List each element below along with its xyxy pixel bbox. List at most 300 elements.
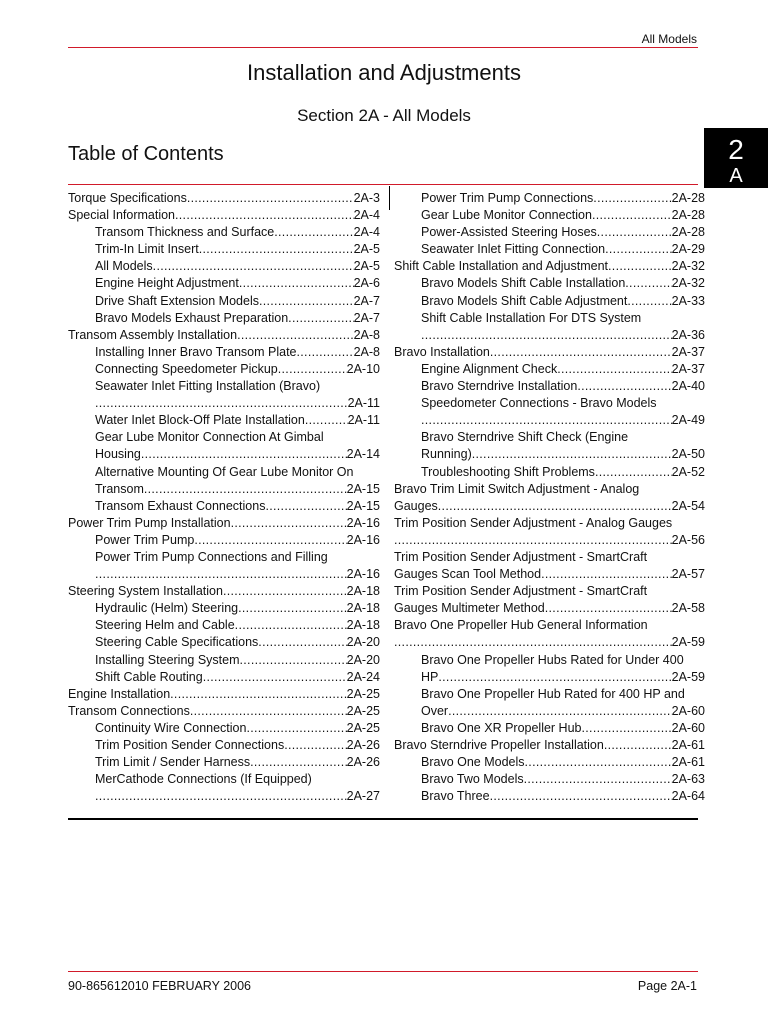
toc-entry[interactable]: [68, 754, 380, 771]
toc-top-rule: [68, 184, 698, 185]
dot-leader: [605, 241, 672, 258]
toc-entry-line: [394, 275, 705, 292]
toc-entry[interactable]: [68, 652, 380, 669]
toc-entry[interactable]: [68, 241, 380, 258]
toc-entry-line-wrap: [394, 481, 705, 498]
toc-entry-page: 2A-36: [671, 327, 705, 342]
toc-entry[interactable]: [394, 258, 705, 275]
toc-entry-line: [394, 703, 705, 720]
toc-entry-title: Trim Position Sender Adjustment - Analog Gauges: [394, 515, 673, 530]
toc-entry[interactable]: [394, 464, 705, 481]
toc-entry-line: [394, 224, 705, 241]
toc-entry-line: [68, 310, 380, 327]
section-tab: [704, 128, 768, 188]
toc-entry[interactable]: [394, 720, 705, 737]
toc-entry[interactable]: [68, 190, 380, 207]
toc-entry-title: Bravo One XR Propeller Hub: [421, 720, 582, 735]
toc-entry-line: [68, 686, 380, 703]
toc-entry-line: [68, 652, 380, 669]
dot-leader: [240, 652, 347, 669]
toc-left-column: [68, 190, 380, 805]
toc-entry[interactable]: [394, 224, 705, 241]
toc-entry-line: [394, 600, 705, 617]
dot-leader: [95, 395, 348, 412]
toc-entry-title: Bravo One Propeller Hubs Rated for Under 400: [421, 652, 684, 667]
dot-leader: [582, 720, 672, 737]
toc-entry[interactable]: [68, 703, 380, 720]
section-subtitle: Section 2A - All Models: [297, 106, 471, 125]
toc-entry-line-wrap: [68, 464, 380, 481]
toc-entry-line: [68, 344, 380, 361]
toc-entry-page: 2A-29: [671, 242, 705, 257]
toc-entry[interactable]: [394, 515, 705, 549]
toc-entry-title: Over: [421, 703, 449, 718]
toc-entry-title: HP: [421, 669, 439, 684]
toc-entry[interactable]: [68, 275, 380, 292]
toc-entry-title: Engine Installation: [68, 686, 171, 701]
section-tab-letter: A: [729, 165, 743, 187]
toc-entry-line: [394, 327, 705, 344]
toc-entry-page: 2A-37: [671, 344, 705, 359]
dot-leader: [438, 498, 672, 515]
toc-entry[interactable]: [394, 617, 705, 651]
dot-leader: [627, 293, 671, 310]
toc-entry[interactable]: [68, 549, 380, 583]
dot-leader: [608, 258, 672, 275]
dot-leader: [265, 498, 346, 515]
toc-entry-title: Power Trim Pump Connections: [421, 191, 594, 205]
toc-entry-page: 2A-28: [671, 225, 705, 240]
toc-entry-title: Power Trim Pump: [95, 532, 195, 547]
toc-entry-page: 2A-61: [671, 738, 705, 752]
dot-leader: [595, 464, 672, 481]
toc-entry-page: 2A-16: [346, 567, 380, 582]
toc-entry-page: 2A-26: [346, 738, 380, 752]
dot-leader: [141, 446, 347, 463]
toc-entry-title: Transom Connections: [68, 703, 190, 718]
toc-entry-title: Bravo Installation: [394, 344, 490, 359]
toc-entry-title: Gauges Scan Tool Method: [394, 567, 542, 582]
dot-leader: [438, 669, 671, 686]
toc-entry-line: [68, 361, 380, 378]
toc-entry-line-wrap: [394, 617, 705, 634]
dot-leader: [238, 600, 347, 617]
dot-leader: [231, 515, 347, 532]
dot-leader: [490, 344, 672, 361]
dot-leader: [421, 327, 672, 344]
toc-entry-line: [68, 720, 380, 737]
toc-bottom-rule: [68, 818, 698, 820]
dot-leader: [239, 275, 354, 292]
toc-entry[interactable]: [68, 412, 380, 429]
toc-entry-line: [394, 464, 705, 481]
toc-entry[interactable]: [68, 515, 380, 532]
toc-entry-page: 2A-25: [346, 686, 380, 701]
toc-entry-title: Trim Position Sender Connections: [95, 738, 285, 752]
dot-leader: [625, 275, 671, 292]
toc-entry-page: 2A-20: [346, 635, 380, 650]
toc-entry-line: [68, 412, 380, 429]
toc-entry-page: 2A-7: [353, 293, 380, 308]
dot-leader: [490, 788, 672, 805]
toc-entry-page: 2A-64: [671, 789, 705, 804]
toc-entry-page: 2A-63: [671, 772, 705, 787]
toc-entry-title: Engine Alignment Check: [421, 361, 558, 376]
document-id: 90-865612010 FEBRUARY 2006: [68, 979, 252, 993]
toc-entry[interactable]: [68, 617, 380, 634]
dot-leader: [95, 566, 347, 583]
dot-leader: [557, 361, 671, 378]
toc-entry-page: 2A-50: [671, 447, 705, 462]
toc-entry-line: [394, 754, 705, 771]
toc-entry-line-wrap: [394, 686, 705, 703]
dot-leader: [258, 634, 346, 651]
toc-entry[interactable]: [394, 583, 705, 617]
toc-entry[interactable]: [394, 429, 705, 463]
toc-entry[interactable]: [394, 293, 705, 310]
toc-entry-line-wrap: [394, 395, 705, 412]
toc-entry-line: [394, 293, 705, 310]
toc-entry[interactable]: [68, 634, 380, 651]
toc-entry-line: [68, 241, 380, 258]
toc-entry-line: [68, 754, 380, 771]
toc-entry-line: [394, 378, 705, 395]
toc-entry[interactable]: [394, 241, 705, 258]
toc-entry[interactable]: [68, 464, 380, 498]
toc-entry-title: Bravo Models Shift Cable Installation: [421, 276, 626, 291]
toc-entry-title: Trim Position Sender Adjustment - SmartCraft: [394, 549, 648, 564]
toc-entry-title: Seawater Inlet Fitting Connection: [421, 242, 606, 257]
toc-entry-line: [394, 737, 705, 754]
toc-entry-title: Trim Limit / Sender Harness: [95, 755, 251, 770]
toc-entry-title: Drive Shaft Extension Models: [95, 293, 259, 308]
toc-right-column: [394, 190, 705, 805]
toc-entry-title: Shift Cable Installation For DTS System: [421, 310, 642, 325]
toc-entry-line: [394, 566, 705, 583]
toc-entry-title: Gauges Multimeter Method: [394, 601, 545, 616]
dot-leader: [394, 532, 672, 549]
dot-leader: [274, 224, 353, 241]
toc-entry-title: Bravo One Models: [421, 755, 525, 770]
toc-entry-line: [394, 446, 705, 463]
toc-entry[interactable]: [68, 498, 380, 515]
toc-entry-title: Bravo Trim Limit Switch Adjustment - Analog: [394, 481, 640, 496]
toc-entry[interactable]: [394, 310, 705, 344]
toc-entry-page: 2A-28: [671, 191, 705, 205]
toc-entry-title: Installing Inner Bravo Transom Plate: [95, 344, 297, 359]
toc-entry-line: [68, 737, 380, 754]
toc-entry-page: 2A-11: [347, 413, 380, 428]
toc-entry[interactable]: [68, 600, 380, 617]
toc-entry[interactable]: [394, 344, 705, 361]
toc-entry-page: 2A-59: [671, 669, 705, 684]
toc-entry-line-wrap: [68, 378, 380, 395]
toc-entry[interactable]: [394, 190, 705, 207]
toc-entry[interactable]: [394, 549, 705, 583]
toc-entry-page: 2A-4: [353, 208, 380, 223]
toc-entry-page: 2A-24: [346, 669, 380, 684]
dot-leader: [203, 669, 347, 686]
toc-entry-line: [68, 190, 380, 207]
toc-entry[interactable]: [68, 327, 380, 344]
toc-entry-title: Shift Cable Routing: [95, 669, 203, 684]
toc-entry[interactable]: [68, 532, 380, 549]
dot-leader: [604, 737, 672, 754]
toc-entry-page: 2A-25: [346, 703, 380, 718]
toc-entry-line: [68, 207, 380, 224]
toc-entry-title: Seawater Inlet Fitting Installation (Bravo): [95, 379, 321, 394]
toc-entry-line: [394, 207, 705, 224]
toc-entry-page: 2A-10: [346, 361, 380, 376]
dot-leader: [95, 788, 347, 805]
toc-entry-title: Gear Lube Monitor Connection At Gimbal: [95, 430, 324, 445]
dot-leader: [545, 600, 672, 617]
toc-entry[interactable]: [68, 310, 380, 327]
toc-entry[interactable]: [68, 771, 380, 805]
toc-entry-title: Power-Assisted Steering Hoses: [421, 225, 597, 240]
toc-entry-title: Speedometer Connections - Bravo Models: [421, 396, 657, 411]
toc-entry-title: Steering System Installation: [68, 584, 223, 599]
toc-entry-line-wrap: [394, 429, 705, 446]
dot-leader: [305, 412, 348, 429]
toc-entry-line: [394, 241, 705, 258]
dot-leader: [597, 224, 672, 241]
toc-entry-line: [394, 532, 705, 549]
toc-entry-title: Bravo Sterndrive Installation: [421, 379, 578, 394]
toc-entry-title: Continuity Wire Connection: [95, 720, 247, 735]
toc-entry-line: [68, 224, 380, 241]
toc-entry-title: MerCathode Connections (If Equipped): [95, 772, 312, 787]
toc-entry-page: 2A-27: [346, 789, 380, 804]
toc-entry-page: 2A-37: [671, 361, 705, 376]
footer-rule: [68, 971, 698, 972]
dot-leader: [246, 720, 346, 737]
toc-entry[interactable]: [68, 378, 380, 412]
toc-entry-line: [68, 600, 380, 617]
toc-entry-page: 2A-32: [671, 259, 705, 274]
dot-leader: [170, 686, 346, 703]
toc-entry-page: 2A-52: [671, 464, 705, 479]
toc-entry-line: [394, 771, 705, 788]
toc-entry-line: [68, 566, 380, 583]
toc-entry-page: 2A-40: [671, 379, 705, 394]
toc-entry-line-wrap: [68, 549, 380, 566]
toc-entry-title: Torque Specifications: [68, 191, 187, 205]
toc-entry-line: [68, 617, 380, 634]
toc-entry-page: 2A-8: [353, 344, 380, 359]
toc-entry-page: 2A-49: [671, 413, 705, 428]
dot-leader: [175, 207, 354, 224]
toc-entry[interactable]: [394, 481, 705, 515]
toc-entry-line: [68, 275, 380, 292]
toc-entry-title: Transom Thickness and Surface: [95, 225, 275, 240]
toc-entry-title: All Models: [95, 259, 153, 274]
toc-entry-line-wrap: [394, 310, 705, 327]
toc-entry-title: Shift Cable Installation and Adjustment: [394, 259, 609, 274]
toc-entry[interactable]: [68, 737, 380, 754]
toc-entry-page: 2A-56: [671, 532, 705, 547]
toc-entry-page: 2A-8: [353, 327, 380, 342]
toc-entry-page: 2A-16: [346, 532, 380, 547]
toc-entry-title: Bravo Sterndrive Propeller Installation: [394, 738, 604, 752]
toc-entry[interactable]: [394, 771, 705, 788]
toc-entry-page: 2A-25: [346, 720, 380, 735]
toc-entry-line: [394, 498, 705, 515]
toc-entry-title: Transom: [95, 481, 144, 496]
toc-entry-page: 2A-6: [353, 276, 380, 291]
dot-leader: [153, 258, 354, 275]
toc-entry-line: [68, 515, 380, 532]
toc-entry-page: 2A-59: [671, 635, 705, 650]
toc-entry-title: Gear Lube Monitor Connection: [421, 208, 592, 223]
toc-entry-title: Engine Height Adjustment: [95, 276, 239, 291]
toc-entry[interactable]: [394, 378, 705, 395]
toc-entry-title: Bravo Models Shift Cable Adjustment: [421, 293, 628, 308]
toc-entry-line: [68, 395, 380, 412]
toc-entry-page: 2A-16: [346, 515, 380, 530]
toc-entry-page: 2A-3: [353, 191, 380, 205]
toc-entry[interactable]: [394, 207, 705, 224]
toc-entry-line: [68, 634, 380, 651]
dot-leader: [394, 634, 672, 651]
toc-entry-title: Steering Cable Specifications: [95, 635, 259, 650]
dot-leader: [524, 771, 672, 788]
toc-entry[interactable]: [68, 583, 380, 600]
toc-entry[interactable]: [68, 344, 380, 361]
toc-entry[interactable]: [68, 429, 380, 463]
toc-entry-line: [68, 669, 380, 686]
toc-entry-line: [394, 258, 705, 275]
dot-leader: [593, 190, 671, 207]
toc-entry-page: 2A-20: [346, 652, 380, 667]
toc-entry[interactable]: [68, 293, 380, 310]
page-number: Page 2A-1: [637, 979, 697, 993]
toc-entry-title: Running): [421, 447, 472, 462]
dot-leader: [250, 754, 347, 771]
toc-entry[interactable]: [394, 686, 705, 720]
toc-entry-title: Water Inlet Block-Off Plate Installation: [95, 413, 305, 428]
toc-entry[interactable]: [68, 207, 380, 224]
toc-entry[interactable]: [68, 258, 380, 275]
dot-leader: [278, 361, 347, 378]
toc-entry-line-wrap: [394, 515, 705, 532]
toc-entry[interactable]: [68, 361, 380, 378]
dot-leader: [448, 703, 672, 720]
toc-entry-page: 2A-57: [671, 567, 705, 582]
toc-entry-line: [68, 532, 380, 549]
toc-entry-title: Trim-In Limit Insert: [95, 242, 199, 257]
toc-entry-page: 2A-15: [346, 498, 380, 513]
toc-entry-title: Bravo Two Models: [421, 772, 524, 787]
dot-leader: [297, 344, 354, 361]
dot-leader: [541, 566, 672, 583]
toc-entry-line: [394, 190, 705, 207]
toc-entry-page: 2A-54: [671, 498, 705, 513]
toc-entry-page: 2A-11: [347, 396, 380, 411]
toc-entry-title: Bravo Sterndrive Shift Check (Engine: [421, 430, 629, 445]
toc-entry-line: [68, 293, 380, 310]
toc-entry-line: [68, 327, 380, 344]
toc-entry-title: Bravo Models Exhaust Preparation: [95, 310, 289, 325]
toc-entry-page: 2A-5: [353, 259, 380, 274]
toc-entry-line: [394, 361, 705, 378]
toc-entry-page: 2A-14: [346, 447, 380, 462]
dot-leader: [223, 583, 347, 600]
toc-entry-line: [68, 446, 380, 463]
toc-entry-page: 2A-7: [353, 310, 380, 325]
toc-entry[interactable]: [394, 652, 705, 686]
toc-entry-title: Power Trim Pump Connections and Filling: [95, 549, 328, 564]
toc-entry-title: Bravo One Propeller Hub Rated for 400 HP and: [421, 686, 685, 701]
toc-entry-title: Hydraulic (Helm) Steering: [95, 601, 239, 616]
dot-leader: [421, 412, 672, 429]
toc-entry-page: 2A-18: [346, 618, 380, 633]
dot-leader: [577, 378, 671, 395]
dot-leader: [235, 617, 347, 634]
toc-entry-title: Power Trim Pump Installation: [68, 515, 231, 530]
toc-entry-line-wrap: [394, 583, 705, 600]
toc-entry-page: 2A-60: [671, 703, 705, 718]
dot-leader: [592, 207, 672, 224]
dot-leader: [199, 241, 354, 258]
header-rule: [68, 47, 698, 48]
page-title: Installation and Adjustments: [247, 60, 521, 85]
toc-entry-line: [68, 583, 380, 600]
toc-entry-page: 2A-5: [353, 242, 380, 257]
toc-entry-title: Bravo Three: [421, 789, 490, 804]
dot-leader: [194, 532, 346, 549]
toc-entry-title: Special Information: [68, 208, 176, 223]
toc-entry[interactable]: [394, 275, 705, 292]
dot-leader: [288, 310, 353, 327]
toc-entry-page: 2A-18: [346, 584, 380, 599]
toc-entry-line-wrap: [394, 549, 705, 566]
toc-entry-page: 2A-4: [353, 225, 380, 240]
toc-entry-line: [394, 634, 705, 651]
toc-entry[interactable]: [394, 361, 705, 378]
toc-entry-line-wrap: [68, 771, 380, 788]
toc-entry-title: Bravo One Propeller Hub General Information: [394, 618, 648, 633]
dot-leader: [237, 327, 354, 344]
toc-entry-page: 2A-60: [671, 720, 705, 735]
toc-entry[interactable]: [68, 669, 380, 686]
toc-entry[interactable]: [68, 224, 380, 241]
toc-entry[interactable]: [394, 788, 705, 805]
toc-entry-title: Alternative Mounting Of Gear Lube Monitor On: [95, 464, 354, 479]
toc-entry-title: Housing: [95, 447, 141, 462]
toc-entry-page: 2A-32: [671, 276, 705, 291]
toc-entry-title: Trim Position Sender Adjustment - SmartCraft: [394, 584, 648, 599]
toc-entry[interactable]: [68, 686, 380, 703]
running-header: All Models: [641, 32, 697, 46]
section-tab-number: 2: [728, 134, 744, 165]
toc-entry-line: [68, 481, 380, 498]
toc-entry[interactable]: [394, 754, 705, 771]
toc-entry[interactable]: [68, 720, 380, 737]
dot-leader: [472, 446, 672, 463]
toc-entry-title: Troubleshooting Shift Problems: [421, 464, 595, 479]
dot-leader: [144, 481, 347, 498]
toc-entry[interactable]: [394, 737, 705, 754]
toc-entry-title: Connecting Speedometer Pickup: [95, 361, 278, 376]
toc-entry-line-wrap: [394, 652, 705, 669]
dot-leader: [525, 754, 672, 771]
toc-entry[interactable]: [394, 395, 705, 429]
toc-entry-title: Gauges: [394, 498, 438, 513]
toc-entry-line: [68, 703, 380, 720]
dot-leader: [187, 190, 354, 207]
toc-entry-title: Installing Steering System: [95, 652, 240, 667]
